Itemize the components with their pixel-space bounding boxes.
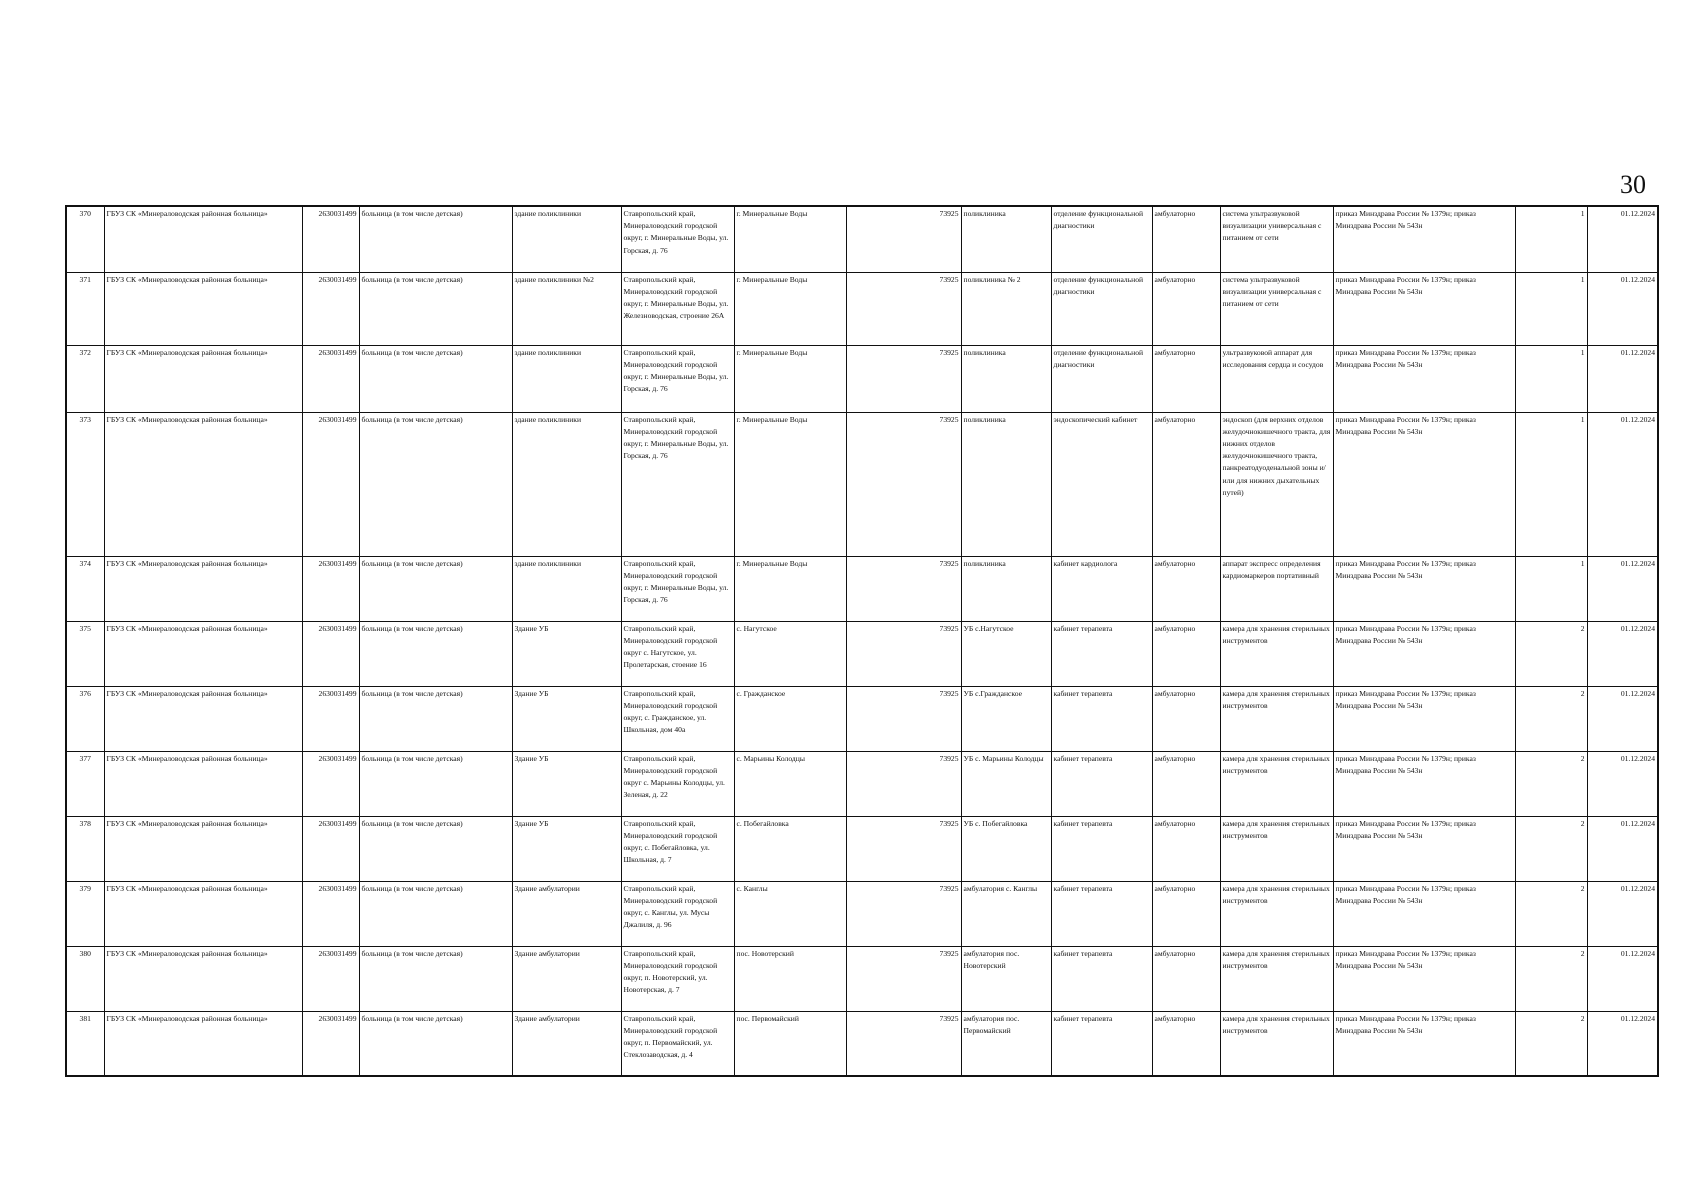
locality: г. Минеральные Воды bbox=[734, 272, 846, 345]
organization-name: ГБУЗ СК «Минераловодская районная больница» bbox=[104, 412, 302, 556]
address: Ставропольский край, Минераловодский городской округ, г. Минеральные Воды, ул. Горская, д. 76 bbox=[621, 345, 734, 412]
inn: 2630031499 bbox=[302, 946, 359, 1011]
oktmo-code: 73925 bbox=[846, 1011, 961, 1076]
organization-name: ГБУЗ СК «Минераловодская районная больница» bbox=[104, 686, 302, 751]
quantity: 2 bbox=[1515, 621, 1587, 686]
unit: кабинет кардиолога bbox=[1051, 556, 1152, 621]
facility-type: больница (в том числе детская) bbox=[359, 816, 512, 881]
care-mode: амбулаторно bbox=[1152, 345, 1220, 412]
building: здание поликлиники bbox=[512, 345, 621, 412]
building: здание поликлиники №2 bbox=[512, 272, 621, 345]
division: поликлиника bbox=[961, 412, 1051, 556]
row-number: 374 bbox=[66, 556, 104, 621]
date: 01.12.2024 bbox=[1587, 206, 1658, 272]
equipment: камера для хранения стерильных инструментов bbox=[1220, 881, 1333, 946]
care-mode: амбулаторно bbox=[1152, 556, 1220, 621]
inn: 2630031499 bbox=[302, 751, 359, 816]
date: 01.12.2024 bbox=[1587, 1011, 1658, 1076]
row-number: 380 bbox=[66, 946, 104, 1011]
locality: с. Марьины Колодцы bbox=[734, 751, 846, 816]
facility-type: больница (в том числе детская) bbox=[359, 345, 512, 412]
organization-name: ГБУЗ СК «Минераловодская районная больница» bbox=[104, 206, 302, 272]
facility-type: больница (в том числе детская) bbox=[359, 556, 512, 621]
organization-name: ГБУЗ СК «Минераловодская районная больница» bbox=[104, 556, 302, 621]
building: Здание УБ bbox=[512, 816, 621, 881]
table-row bbox=[66, 751, 1658, 816]
care-mode: амбулаторно bbox=[1152, 621, 1220, 686]
order-reference: приказ Минздрава России № 1379н; приказ Минздрава России № 543н bbox=[1333, 621, 1515, 686]
building: Здание амбулатории bbox=[512, 1011, 621, 1076]
equipment: камера для хранения стерильных инструментов bbox=[1220, 686, 1333, 751]
table-row bbox=[66, 621, 1658, 686]
table-row bbox=[66, 345, 1658, 412]
table-row bbox=[66, 206, 1658, 272]
quantity: 2 bbox=[1515, 1011, 1587, 1076]
inn: 2630031499 bbox=[302, 345, 359, 412]
organization-name: ГБУЗ СК «Минераловодская районная больница» bbox=[104, 345, 302, 412]
building: Здание амбулатории bbox=[512, 881, 621, 946]
organization-name: ГБУЗ СК «Минераловодская районная больница» bbox=[104, 946, 302, 1011]
address: Ставропольский край, Минераловодский городской округ, г. Минеральные Воды, ул. Горская, д. 76 bbox=[621, 556, 734, 621]
facility-type: больница (в том числе детская) bbox=[359, 686, 512, 751]
division: амбулатория с. Канглы bbox=[961, 881, 1051, 946]
row-number: 378 bbox=[66, 816, 104, 881]
equipment: аппарат экспресс определения кардиомаркеров портативный bbox=[1220, 556, 1333, 621]
inn: 2630031499 bbox=[302, 816, 359, 881]
building: Здание УБ bbox=[512, 751, 621, 816]
inn: 2630031499 bbox=[302, 686, 359, 751]
quantity: 1 bbox=[1515, 345, 1587, 412]
organization-name: ГБУЗ СК «Минераловодская районная больница» bbox=[104, 881, 302, 946]
care-mode: амбулаторно bbox=[1152, 272, 1220, 345]
date: 01.12.2024 bbox=[1587, 272, 1658, 345]
inn: 2630031499 bbox=[302, 1011, 359, 1076]
table-row bbox=[66, 1011, 1658, 1076]
unit: кабинет терапевта bbox=[1051, 881, 1152, 946]
quantity: 2 bbox=[1515, 686, 1587, 751]
row-number: 371 bbox=[66, 272, 104, 345]
order-reference: приказ Минздрава России № 1379н; приказ Минздрава России № 543н bbox=[1333, 881, 1515, 946]
table-row bbox=[66, 556, 1658, 621]
facility-type: больница (в том числе детская) bbox=[359, 946, 512, 1011]
order-reference: приказ Минздрава России № 1379н; приказ Минздрава России № 543н bbox=[1333, 946, 1515, 1011]
quantity: 1 bbox=[1515, 272, 1587, 345]
table-row bbox=[66, 946, 1658, 1011]
care-mode: амбулаторно bbox=[1152, 206, 1220, 272]
equipment: эндоскоп (для верхних отделов желудочнокишечного тракта, для нижних отделов желудочнокишечного тракта, панкреатодуоденальной зоны и/или для нижних дыхательных путей) bbox=[1220, 412, 1333, 556]
division: поликлиника bbox=[961, 206, 1051, 272]
facility-type: больница (в том числе детская) bbox=[359, 881, 512, 946]
division: поликлиника bbox=[961, 556, 1051, 621]
quantity: 2 bbox=[1515, 751, 1587, 816]
quantity: 2 bbox=[1515, 816, 1587, 881]
building: здание поликлиники bbox=[512, 206, 621, 272]
quantity: 1 bbox=[1515, 412, 1587, 556]
locality: пос. Первомайский bbox=[734, 1011, 846, 1076]
oktmo-code: 73925 bbox=[846, 345, 961, 412]
facility-type: больница (в том числе детская) bbox=[359, 751, 512, 816]
order-reference: приказ Минздрава России № 1379н; приказ Минздрава России № 543н bbox=[1333, 816, 1515, 881]
unit: кабинет терапевта bbox=[1051, 686, 1152, 751]
address: Ставропольский край, Минераловодский городской округ, с. Побегайловка, ул. Школьная, д. 7 bbox=[621, 816, 734, 881]
division: УБ с. Марьины Колодцы bbox=[961, 751, 1051, 816]
row-number: 373 bbox=[66, 412, 104, 556]
care-mode: амбулаторно bbox=[1152, 686, 1220, 751]
oktmo-code: 73925 bbox=[846, 816, 961, 881]
oktmo-code: 73925 bbox=[846, 556, 961, 621]
order-reference: приказ Минздрава России № 1379н; приказ Минздрава России № 543н bbox=[1333, 751, 1515, 816]
row-number: 381 bbox=[66, 1011, 104, 1076]
inn: 2630031499 bbox=[302, 272, 359, 345]
date: 01.12.2024 bbox=[1587, 412, 1658, 556]
division: амбулатория пос. Первомайский bbox=[961, 1011, 1051, 1076]
page-number: 30 bbox=[1620, 170, 1646, 199]
organization-name: ГБУЗ СК «Минераловодская районная больница» bbox=[104, 272, 302, 345]
organization-name: ГБУЗ СК «Минераловодская районная больница» bbox=[104, 816, 302, 881]
building: здание поликлиники bbox=[512, 412, 621, 556]
division: амбулатория пос. Новотерский bbox=[961, 946, 1051, 1011]
care-mode: амбулаторно bbox=[1152, 751, 1220, 816]
quantity: 1 bbox=[1515, 556, 1587, 621]
address: Ставропольский край, Минераловодский городской округ, г. Минеральные Воды, ул. Железноводская, строение 26А bbox=[621, 272, 734, 345]
equipment: система ультразвуковой визуализации универсальная с питанием от сети bbox=[1220, 206, 1333, 272]
equipment: камера для хранения стерильных инструментов bbox=[1220, 1011, 1333, 1076]
division: поликлиника bbox=[961, 345, 1051, 412]
division: УБ с.Гражданское bbox=[961, 686, 1051, 751]
oktmo-code: 73925 bbox=[846, 412, 961, 556]
unit: кабинет терапевта bbox=[1051, 946, 1152, 1011]
address: Ставропольский край, Минераловодский городской округ с. Нагутское, ул. Пролетарская, стоение 16 bbox=[621, 621, 734, 686]
address: Ставропольский край, Минераловодский городской округ, с. Канглы, ул. Мусы Джалиля, д. 96 bbox=[621, 881, 734, 946]
equipment: камера для хранения стерильных инструментов bbox=[1220, 816, 1333, 881]
inn: 2630031499 bbox=[302, 206, 359, 272]
address: Ставропольский край, Минераловодский городской округ, п. Новотерский, ул. Новотерская, д. 7 bbox=[621, 946, 734, 1011]
order-reference: приказ Минздрава России № 1379н; приказ Минздрава России № 543н bbox=[1333, 272, 1515, 345]
locality: с. Побегайловка bbox=[734, 816, 846, 881]
care-mode: амбулаторно bbox=[1152, 412, 1220, 556]
address: Ставропольский край, Минераловодский городской округ, с. Гражданское, ул. Школьная, дом 40а bbox=[621, 686, 734, 751]
care-mode: амбулаторно bbox=[1152, 816, 1220, 881]
date: 01.12.2024 bbox=[1587, 621, 1658, 686]
unit: отделение функциональной диагностики bbox=[1051, 345, 1152, 412]
locality: с. Гражданское bbox=[734, 686, 846, 751]
date: 01.12.2024 bbox=[1587, 816, 1658, 881]
oktmo-code: 73925 bbox=[846, 751, 961, 816]
order-reference: приказ Минздрава России № 1379н; приказ Минздрава России № 543н bbox=[1333, 1011, 1515, 1076]
equipment: камера для хранения стерильных инструментов bbox=[1220, 946, 1333, 1011]
row-number: 370 bbox=[66, 206, 104, 272]
date: 01.12.2024 bbox=[1587, 881, 1658, 946]
division: поликлиника № 2 bbox=[961, 272, 1051, 345]
quantity: 2 bbox=[1515, 946, 1587, 1011]
oktmo-code: 73925 bbox=[846, 881, 961, 946]
table-row bbox=[66, 686, 1658, 751]
oktmo-code: 73925 bbox=[846, 621, 961, 686]
equipment: камера для хранения стерильных инструментов bbox=[1220, 751, 1333, 816]
quantity: 2 bbox=[1515, 881, 1587, 946]
facility-type: больница (в том числе детская) bbox=[359, 621, 512, 686]
address: Ставропольский край, Минераловодский городской округ с. Марьины Колодцы, ул. Зеленая, д. 22 bbox=[621, 751, 734, 816]
address: Ставропольский край, Минераловодский городской округ, г. Минеральные Воды, ул. Горская, д. 76 bbox=[621, 206, 734, 272]
building: Здание УБ bbox=[512, 621, 621, 686]
table-row bbox=[66, 816, 1658, 881]
unit: эндоскопический кабинет bbox=[1051, 412, 1152, 556]
equipment: ультразвуковой аппарат для исследования сердца и сосудов bbox=[1220, 345, 1333, 412]
building: здание поликлиники bbox=[512, 556, 621, 621]
date: 01.12.2024 bbox=[1587, 751, 1658, 816]
equipment: камера для хранения стерильных инструментов bbox=[1220, 621, 1333, 686]
locality: г. Минеральные Воды bbox=[734, 556, 846, 621]
inn: 2630031499 bbox=[302, 412, 359, 556]
unit: кабинет терапевта bbox=[1051, 816, 1152, 881]
facility-type: больница (в том числе детская) bbox=[359, 412, 512, 556]
care-mode: амбулаторно bbox=[1152, 1011, 1220, 1076]
order-reference: приказ Минздрава России № 1379н; приказ Минздрава России № 543н bbox=[1333, 345, 1515, 412]
row-number: 377 bbox=[66, 751, 104, 816]
locality: г. Минеральные Воды bbox=[734, 206, 846, 272]
locality: г. Минеральные Воды bbox=[734, 412, 846, 556]
oktmo-code: 73925 bbox=[846, 206, 961, 272]
care-mode: амбулаторно bbox=[1152, 881, 1220, 946]
row-number: 376 bbox=[66, 686, 104, 751]
division: УБ с. Побегайловка bbox=[961, 816, 1051, 881]
care-mode: амбулаторно bbox=[1152, 946, 1220, 1011]
quantity: 1 bbox=[1515, 206, 1587, 272]
building: Здание амбулатории bbox=[512, 946, 621, 1011]
locality: с. Нагутское bbox=[734, 621, 846, 686]
order-reference: приказ Минздрава России № 1379н; приказ Минздрава России № 543н bbox=[1333, 412, 1515, 556]
building: Здание УБ bbox=[512, 686, 621, 751]
unit: отделение функциональной диагностики bbox=[1051, 272, 1152, 345]
table-row bbox=[66, 412, 1658, 556]
order-reference: приказ Минздрава России № 1379н; приказ Минздрава России № 543н bbox=[1333, 206, 1515, 272]
inn: 2630031499 bbox=[302, 881, 359, 946]
address: Ставропольский край, Минераловодский городской округ, г. Минеральные Воды, ул. Горская, д. 76 bbox=[621, 412, 734, 556]
inn: 2630031499 bbox=[302, 621, 359, 686]
oktmo-code: 73925 bbox=[846, 946, 961, 1011]
table-row bbox=[66, 881, 1658, 946]
locality: г. Минеральные Воды bbox=[734, 345, 846, 412]
row-number: 372 bbox=[66, 345, 104, 412]
unit: отделение функциональной диагностики bbox=[1051, 206, 1152, 272]
division: УБ с.Нагутское bbox=[961, 621, 1051, 686]
date: 01.12.2024 bbox=[1587, 556, 1658, 621]
equipment-register-table bbox=[65, 205, 1659, 1077]
date: 01.12.2024 bbox=[1587, 686, 1658, 751]
locality: с. Канглы bbox=[734, 881, 846, 946]
facility-type: больница (в том числе детская) bbox=[359, 272, 512, 345]
unit: кабинет терапевта bbox=[1051, 1011, 1152, 1076]
row-number: 379 bbox=[66, 881, 104, 946]
organization-name: ГБУЗ СК «Минераловодская районная больница» bbox=[104, 751, 302, 816]
facility-type: больница (в том числе детская) bbox=[359, 206, 512, 272]
table-row bbox=[66, 272, 1658, 345]
date: 01.12.2024 bbox=[1587, 345, 1658, 412]
organization-name: ГБУЗ СК «Минераловодская районная больница» bbox=[104, 1011, 302, 1076]
inn: 2630031499 bbox=[302, 556, 359, 621]
address: Ставропольский край, Минераловодский городской округ, п. Первомайский, ул. Стеклозаводская, д. 4 bbox=[621, 1011, 734, 1076]
order-reference: приказ Минздрава России № 1379н; приказ Минздрава России № 543н bbox=[1333, 686, 1515, 751]
unit: кабинет терапевта bbox=[1051, 751, 1152, 816]
locality: пос. Новотерский bbox=[734, 946, 846, 1011]
date: 01.12.2024 bbox=[1587, 946, 1658, 1011]
unit: кабинет терапевта bbox=[1051, 621, 1152, 686]
facility-type: больница (в том числе детская) bbox=[359, 1011, 512, 1076]
organization-name: ГБУЗ СК «Минераловодская районная больница» bbox=[104, 621, 302, 686]
oktmo-code: 73925 bbox=[846, 272, 961, 345]
order-reference: приказ Минздрава России № 1379н; приказ Минздрава России № 543н bbox=[1333, 556, 1515, 621]
equipment: система ультразвуковой визуализации универсальная с питанием от сети bbox=[1220, 272, 1333, 345]
oktmo-code: 73925 bbox=[846, 686, 961, 751]
row-number: 375 bbox=[66, 621, 104, 686]
